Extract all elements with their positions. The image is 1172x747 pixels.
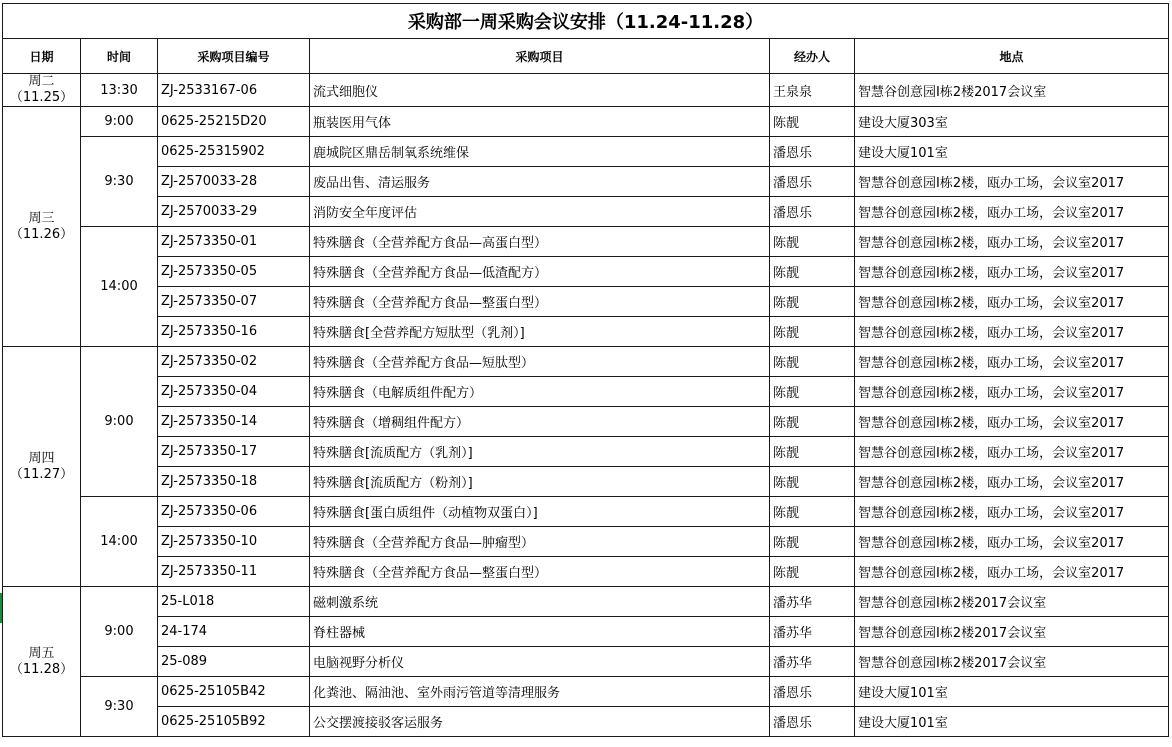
code-cell[interactable]: ZJ-2573350-04 — [158, 377, 310, 407]
location-cell[interactable]: 智慧谷创意园I栋2楼，瓯办工场，会议室2017 — [855, 197, 1169, 227]
project-cell[interactable]: 特殊膳食（全营养配方食品—短肽型） — [310, 347, 770, 377]
handler-cell[interactable]: 潘苏华 — [770, 587, 855, 617]
project-cell[interactable]: 化粪池、隔油池、室外雨污管道等清理服务 — [310, 677, 770, 707]
location-cell[interactable]: 建设大厦303室 — [855, 107, 1169, 137]
handler-cell[interactable]: 陈靓 — [770, 107, 855, 137]
time-cell[interactable]: 9:30 — [81, 677, 158, 737]
time-cell[interactable]: 14:00 — [81, 497, 158, 587]
code-cell[interactable]: 0625-25315902 — [158, 137, 310, 167]
table-row — [3, 677, 1169, 707]
code-cell[interactable]: 0625-25215D20 — [158, 107, 310, 137]
handler-cell[interactable]: 潘苏华 — [770, 647, 855, 677]
code-cell[interactable]: ZJ-2573350-11 — [158, 557, 310, 587]
location-cell[interactable]: 智慧谷创意园I栋2楼，瓯办工场，会议室2017 — [855, 467, 1169, 497]
location-cell[interactable]: 智慧谷创意园I栋2楼，瓯办工场，会议室2017 — [855, 557, 1169, 587]
project-cell[interactable]: 磁刺激系统 — [310, 587, 770, 617]
table-row — [3, 107, 1169, 137]
table-row — [3, 557, 1169, 587]
code-cell[interactable]: ZJ-2573350-14 — [158, 407, 310, 437]
date-cell[interactable] — [3, 347, 81, 587]
handler-cell[interactable]: 潘恩乐 — [770, 167, 855, 197]
code-cell[interactable]: ZJ-2570033-29 — [158, 197, 310, 227]
project-cell[interactable]: 特殊膳食（全营养配方食品—低渣配方） — [310, 257, 770, 287]
code-cell[interactable]: ZJ-2573350-07 — [158, 287, 310, 317]
table-row — [3, 317, 1169, 347]
project-cell[interactable]: 电脑视野分析仪 — [310, 647, 770, 677]
code-cell[interactable]: ZJ-2573350-05 — [158, 257, 310, 287]
project-cell[interactable]: 特殊膳食[蛋白质组件（动植物双蛋白）] — [310, 497, 770, 527]
project-cell[interactable]: 特殊膳食[全营养配方短肽型（乳剂）] — [310, 317, 770, 347]
date-label: （11.27） — [9, 466, 74, 482]
handler-cell[interactable]: 潘恩乐 — [770, 197, 855, 227]
weekday-label: 周四 — [28, 450, 55, 466]
time-cell[interactable]: 13:30 — [81, 74, 158, 107]
project-cell[interactable]: 特殊膳食（全营养配方食品—整蛋白型） — [310, 557, 770, 587]
table-row — [3, 437, 1169, 467]
handler-cell[interactable]: 陈靓 — [770, 557, 855, 587]
table-row — [3, 347, 1169, 377]
location-cell[interactable]: 智慧谷创意园I栋2楼，瓯办工场，会议室2017 — [855, 407, 1169, 437]
project-cell[interactable]: 流式细胞仪 — [310, 74, 770, 107]
code-cell[interactable]: 25-089 — [158, 647, 310, 677]
handler-cell[interactable]: 陈靓 — [770, 347, 855, 377]
project-cell[interactable]: 消防安全年度评估 — [310, 197, 770, 227]
project-cell[interactable]: 特殊膳食（全营养配方食品—整蛋白型） — [310, 287, 770, 317]
table-row — [3, 167, 1169, 197]
table-row — [3, 287, 1169, 317]
schedule-body — [3, 74, 1169, 737]
table-row — [3, 617, 1169, 647]
handler-cell[interactable]: 陈靓 — [770, 527, 855, 557]
location-cell[interactable]: 智慧谷创意园I栋2楼，瓯办工场，会议室2017 — [855, 377, 1169, 407]
date-cell[interactable] — [3, 107, 81, 347]
code-cell[interactable]: ZJ-2573350-17 — [158, 437, 310, 467]
handler-cell[interactable]: 陈靓 — [770, 467, 855, 497]
date-label: （11.28） — [9, 661, 74, 677]
table-row — [3, 197, 1169, 227]
project-cell[interactable]: 特殊膳食（增稠组件配方） — [310, 407, 770, 437]
table-row — [3, 227, 1169, 257]
time-cell[interactable]: 9:30 — [81, 137, 158, 227]
location-cell[interactable]: 智慧谷创意园I栋2楼2017会议室 — [855, 647, 1169, 677]
header-project: 采购项目 — [310, 39, 770, 74]
weekday-label: 周二 — [28, 74, 55, 89]
handler-cell[interactable]: 陈靓 — [770, 287, 855, 317]
table-row — [3, 587, 1169, 617]
location-cell[interactable]: 智慧谷创意园I栋2楼，瓯办工场，会议室2017 — [855, 287, 1169, 317]
code-cell[interactable]: ZJ-2573350-16 — [158, 317, 310, 347]
header-location: 地点 — [855, 39, 1169, 74]
project-cell[interactable]: 特殊膳食（全营养配方食品—肿瘤型） — [310, 527, 770, 557]
project-cell[interactable]: 瓶装医用气体 — [310, 107, 770, 137]
time-cell[interactable]: 9:00 — [81, 587, 158, 677]
handler-cell[interactable]: 潘恩乐 — [770, 677, 855, 707]
code-cell[interactable]: ZJ-2570033-28 — [158, 167, 310, 197]
project-cell[interactable]: 鹿城院区鼎岳制氧系统维保 — [310, 137, 770, 167]
handler-cell[interactable]: 潘恩乐 — [770, 707, 855, 737]
handler-cell[interactable]: 王泉泉 — [770, 74, 855, 107]
location-cell[interactable]: 智慧谷创意园I栋2楼，瓯办工场，会议室2017 — [855, 497, 1169, 527]
spreadsheet — [2, 3, 1168, 737]
code-cell[interactable]: ZJ-2573350-10 — [158, 527, 310, 557]
header-handler: 经办人 — [770, 39, 855, 74]
date-cell[interactable] — [3, 587, 81, 737]
project-cell[interactable]: 特殊膳食[流质配方（乳剂）] — [310, 437, 770, 467]
date-cell[interactable] — [3, 74, 81, 107]
project-cell[interactable]: 公交摆渡接驳客运服务 — [310, 707, 770, 737]
location-cell[interactable]: 智慧谷创意园I栋2楼，瓯办工场，会议室2017 — [855, 167, 1169, 197]
code-cell[interactable]: ZJ-2533167-06 — [158, 74, 310, 107]
location-cell[interactable]: 智慧谷创意园I栋2楼，瓯办工场，会议室2017 — [855, 257, 1169, 287]
table-row — [3, 407, 1169, 437]
code-cell[interactable]: ZJ-2573350-02 — [158, 347, 310, 377]
location-cell[interactable]: 智慧谷创意园I栋2楼，瓯办工场，会议室2017 — [855, 347, 1169, 377]
handler-cell[interactable]: 陈靓 — [770, 437, 855, 467]
table-row — [3, 137, 1169, 167]
location-cell[interactable]: 智慧谷创意园I栋2楼2017会议室 — [855, 74, 1169, 107]
table-row — [3, 257, 1169, 287]
handler-cell[interactable]: 陈靓 — [770, 227, 855, 257]
code-cell[interactable]: ZJ-2573350-06 — [158, 497, 310, 527]
location-cell[interactable]: 智慧谷创意园I栋2楼，瓯办工场，会议室2017 — [855, 527, 1169, 557]
code-cell[interactable]: 25-L018 — [158, 587, 310, 617]
handler-cell[interactable]: 陈靓 — [770, 257, 855, 287]
table-row — [3, 74, 1169, 107]
code-cell[interactable]: ZJ-2573350-01 — [158, 227, 310, 257]
time-cell[interactable]: 9:00 — [81, 347, 158, 497]
project-cell[interactable]: 特殊膳食[流质配方（粉剂）] — [310, 467, 770, 497]
header-time: 时间 — [81, 39, 158, 74]
weekday-label: 周三 — [28, 210, 55, 226]
handler-cell[interactable]: 陈靓 — [770, 317, 855, 347]
project-cell[interactable]: 特殊膳食（全营养配方食品—高蛋白型） — [310, 227, 770, 257]
schedule-table — [2, 3, 1169, 737]
location-cell[interactable]: 智慧谷创意园I栋2楼，瓯办工场，会议室2017 — [855, 317, 1169, 347]
handler-cell[interactable]: 陈靓 — [770, 377, 855, 407]
weekday-label: 周五 — [28, 645, 55, 661]
project-cell[interactable]: 废品出售、清运服务 — [310, 167, 770, 197]
handler-cell[interactable]: 潘恩乐 — [770, 137, 855, 167]
sheet-title: 采购部一周采购会议安排（11.24-11.28） — [3, 4, 1169, 39]
handler-cell[interactable]: 陈靓 — [770, 407, 855, 437]
location-cell[interactable]: 智慧谷创意园I栋2楼，瓯办工场，会议室2017 — [855, 437, 1169, 467]
location-cell[interactable]: 智慧谷创意园I栋2楼2017会议室 — [855, 587, 1169, 617]
table-row — [3, 647, 1169, 677]
table-row — [3, 527, 1169, 557]
code-cell[interactable]: 0625-25105B42 — [158, 677, 310, 707]
time-cell[interactable]: 9:00 — [81, 107, 158, 137]
date-label: （11.25） — [9, 90, 74, 105]
location-cell[interactable]: 建设大厦101室 — [855, 707, 1169, 737]
table-row — [3, 377, 1169, 407]
date-label: （11.26） — [9, 226, 74, 242]
code-cell[interactable]: ZJ-2573350-18 — [158, 467, 310, 497]
handler-cell[interactable]: 潘苏华 — [770, 617, 855, 647]
header-date: 日期 — [3, 39, 81, 74]
handler-cell[interactable]: 陈靓 — [770, 497, 855, 527]
table-row — [3, 467, 1169, 497]
location-cell[interactable]: 建设大厦101室 — [855, 137, 1169, 167]
project-cell[interactable]: 脊柱器械 — [310, 617, 770, 647]
code-cell[interactable]: 0625-25105B92 — [158, 707, 310, 737]
table-row — [3, 497, 1169, 527]
project-cell[interactable]: 特殊膳食（电解质组件配方） — [310, 377, 770, 407]
location-cell[interactable]: 智慧谷创意园I栋2楼2017会议室 — [855, 617, 1169, 647]
time-cell[interactable]: 14:00 — [81, 227, 158, 347]
location-cell[interactable]: 建设大厦101室 — [855, 677, 1169, 707]
header-code: 采购项目编号 — [158, 39, 310, 74]
table-row — [3, 707, 1169, 737]
code-cell[interactable]: 24-174 — [158, 617, 310, 647]
location-cell[interactable]: 智慧谷创意园I栋2楼，瓯办工场，会议室2017 — [855, 227, 1169, 257]
